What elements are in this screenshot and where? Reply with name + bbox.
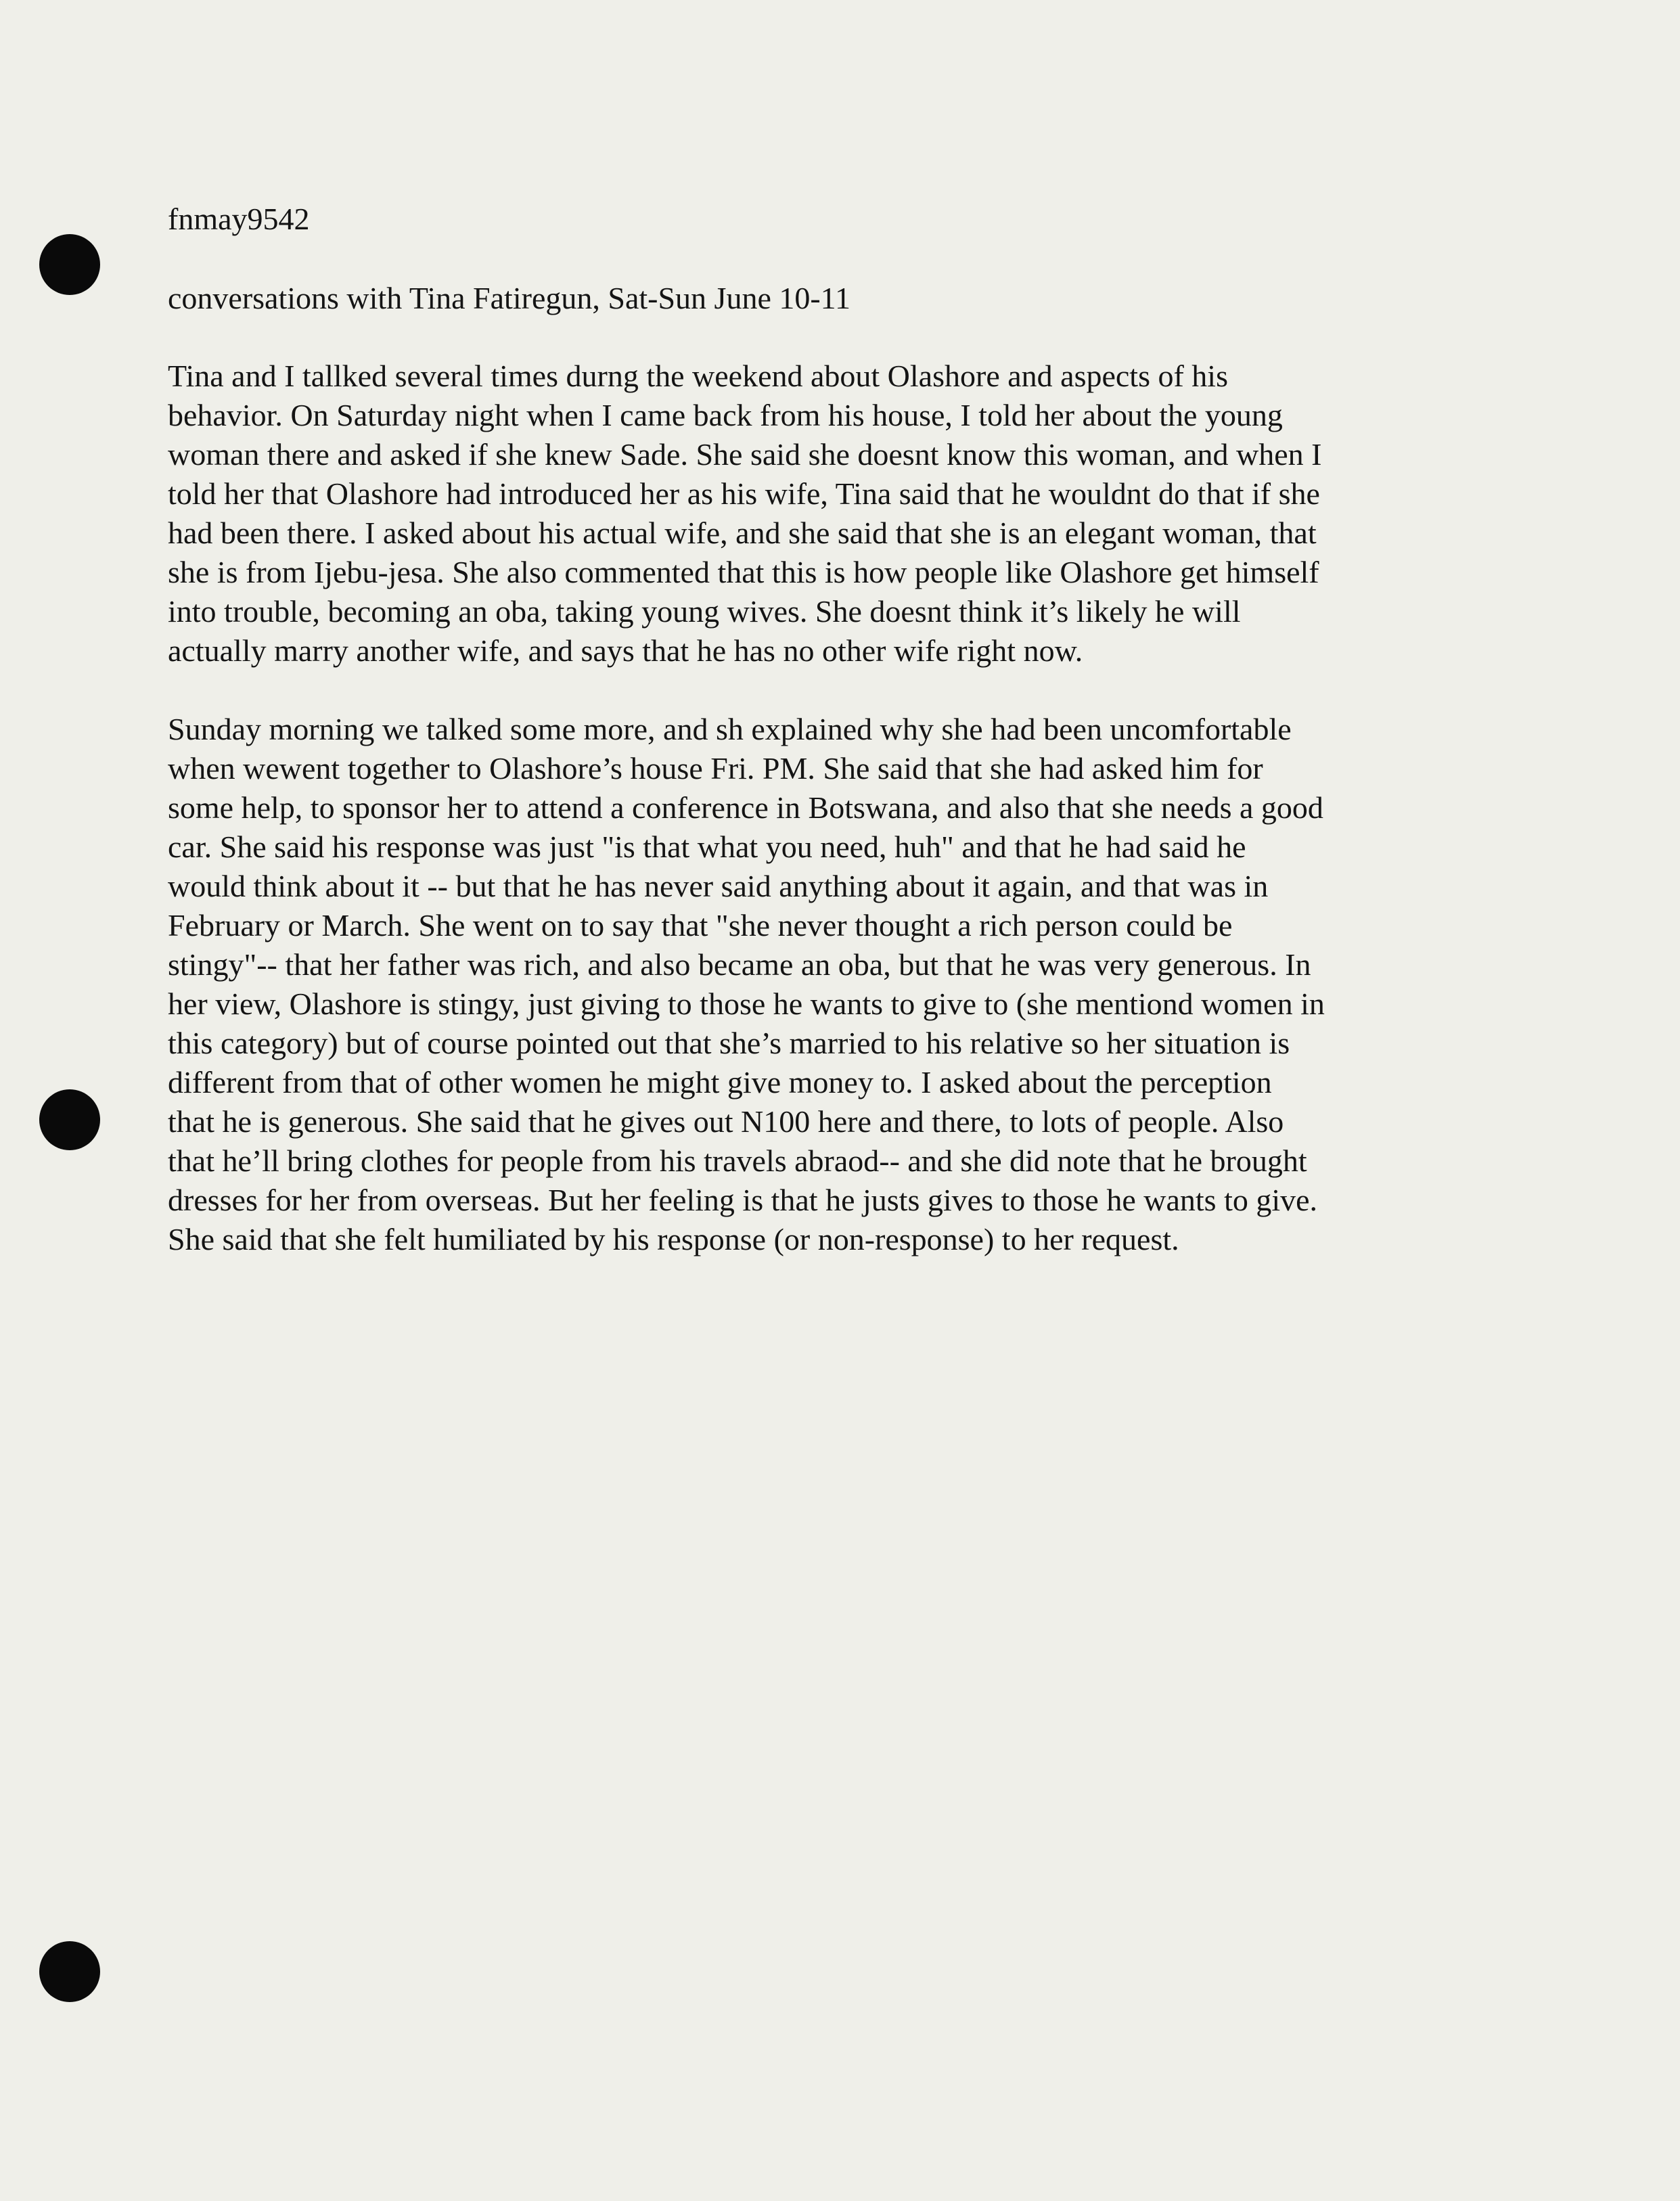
paragraph-line: car. She said his response was just "is that what you need, huh" and that he had said he — [168, 830, 1246, 864]
paragraph-line: some help, to sponsor her to attend a conference in Botswana, and also that she needs a good — [168, 790, 1323, 825]
paragraph-line: that he’ll bring clothes for people from his travels abraod-- and she did note that he brought — [168, 1143, 1307, 1178]
paragraph-line: stingy"-- that her father was rich, and also became an oba, but that he was very generous. In — [168, 947, 1311, 982]
paragraph-1 — [168, 357, 1474, 671]
paragraph-line: She said that she felt humiliated by his response (or non-response) to her request. — [168, 1222, 1179, 1256]
paragraph-line: February or March. She went on to say that "she never thought a rich person could be — [168, 908, 1233, 943]
paragraph-line: Sunday morning we talked some more, and sh explained why she had been uncomfortable — [168, 712, 1292, 746]
paragraph-line: into trouble, becoming an oba, taking young wives. She doesnt think it’s likely he will — [168, 594, 1241, 629]
paragraph-line: Tina and I tallked several times durng the weekend about Olashore and aspects of his — [168, 359, 1228, 393]
paragraph-line: would think about it -- but that he has never said anything about it again, and that was in — [168, 869, 1269, 903]
paragraph-line: had been there. I asked about his actual wife, and she said that she is an elegant woman, that — [168, 516, 1317, 550]
binder-hole-top — [39, 234, 100, 295]
paragraph-line: this category) but of course pointed out that she’s married to his relative so her situation is — [168, 1026, 1290, 1060]
paragraph-line: woman there and asked if she knew Sade. She said she doesnt know this woman, and when I — [168, 437, 1322, 472]
paragraph-line: that he is generous. She said that he gives out N100 here and there, to lots of people. Also — [168, 1104, 1284, 1139]
paragraph-line: her view, Olashore is stingy, just giving to those he wants to give to (she mentiond women in — [168, 986, 1325, 1021]
paragraph-2 — [168, 710, 1474, 1259]
paragraph-line: dresses for her from overseas. But her feeling is that he justs gives to those he wants to give. — [168, 1183, 1318, 1217]
paragraph-line: when wewent together to Olashore’s house Fri. PM. She said that she had asked him for — [168, 751, 1263, 786]
paragraph-line: actually marry another wife, and says that he has no other wife right now. — [168, 633, 1083, 668]
document-subtitle: conversations with Tina Fatiregun, Sat-Sun June 10-11 — [168, 281, 850, 315]
binder-hole-middle — [39, 1089, 100, 1150]
document-id: fnmay9542 — [168, 202, 310, 236]
paragraph-line: different from that of other women he might give money to. I asked about the perception — [168, 1065, 1272, 1099]
binder-hole-bottom — [39, 1941, 100, 2002]
paragraph-line: told her that Olashore had introduced her as his wife, Tina said that he wouldnt do that if she — [168, 476, 1320, 511]
paragraph-line: she is from Ijebu-jesa. She also commented that this is how people like Olashore get himself — [168, 555, 1319, 589]
paragraph-line: behavior. On Saturday night when I came back from his house, I told her about the young — [168, 398, 1283, 432]
